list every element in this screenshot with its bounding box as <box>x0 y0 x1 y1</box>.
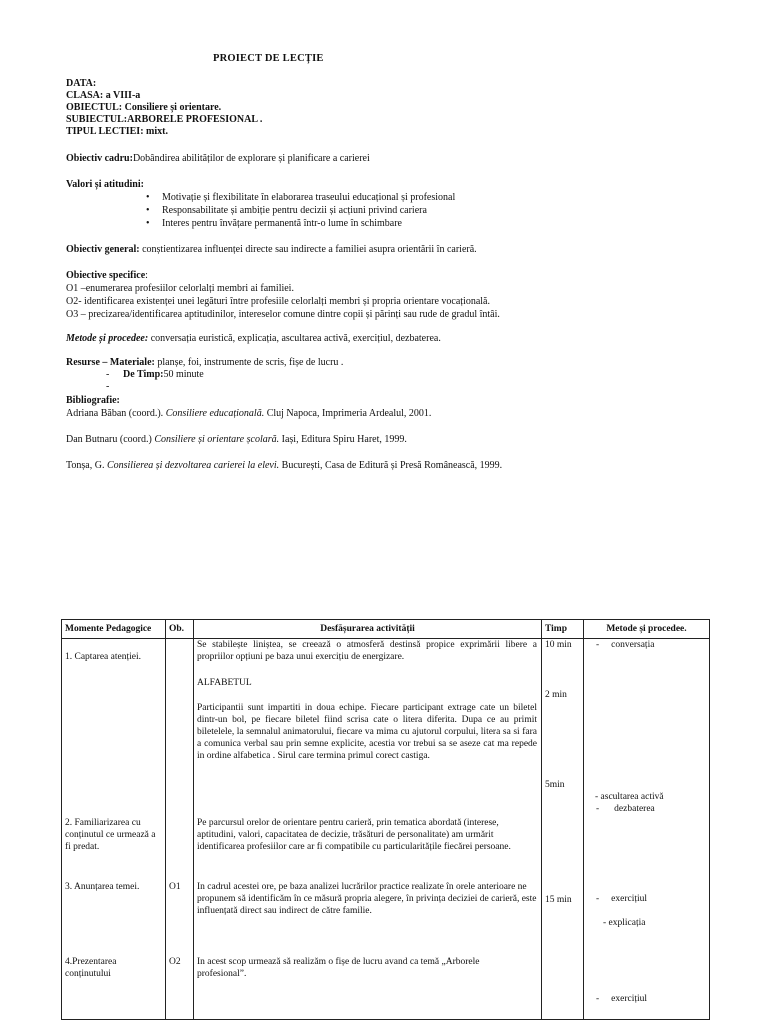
bib-publisher: București, Casa de Editură și Presă Românească, 1999. <box>279 460 503 471</box>
lesson-table <box>61 619 710 1020</box>
values-label: Valori și atitudini: <box>66 179 144 190</box>
time-value: 2 min <box>545 690 567 700</box>
bib-publisher: Cluj Napoca, Imprimeria Ardealul, 2001. <box>264 408 432 419</box>
list-item: • Responsabilitate și ambiție pentru decizii și acțiuni privind cariera <box>136 204 666 217</box>
time-value: 5min <box>545 780 565 790</box>
list-item: • Motivație și flexibilitate în elaborarea traseului educațional și profesional <box>136 191 666 204</box>
time-label: De Timp: <box>123 369 164 380</box>
resources-text: planșe, foi, instrumente de scris, fișe de lucru . <box>154 357 344 368</box>
time-cell <box>542 639 584 1020</box>
header-lesson-type: TIPUL LECTIEI: mixt. <box>66 126 168 137</box>
values-section <box>66 178 666 230</box>
objective-o2: O2- identificarea existenței unei legături între profesiile celorlalți membri și propria orientare vocațională. <box>66 296 490 307</box>
page-title: PROIECT DE LECȚIE <box>213 53 324 64</box>
bib-work: Consilierea și dezvoltarea carierei la elevi. <box>106 460 280 471</box>
activity-game-description: Participantii sunt impartiti in doua echipe. Fiecare participant extrage cate un biletel dintr-un bol, pe fiecare biletel fiind scrisa cate o litera diferita. Dupa ce au primit biletelele, la semnalul animatorului, fiecare va mima cu ajutorul corpului, litera sa si fara a comunica verbal sau prin semne explicite, acestia vor trebui sa se aseze cat ma repede in ordine alfabetica . Sirul care termina primul corect castiga. <box>197 703 537 761</box>
moment-4: 4.Prezentarea conținutului <box>65 957 117 979</box>
time-value: 10 min <box>545 640 572 650</box>
header-class: CLASA: a VIII-a <box>66 90 141 101</box>
col-header-objective: Ob. <box>166 620 194 639</box>
method-item: - explicația <box>603 918 646 928</box>
dash: - <box>596 804 600 814</box>
moment-2: 2. Familiarizarea cu conținutul ce urmează a fi predat. <box>65 818 156 852</box>
objective-cell <box>166 639 194 1020</box>
values-list <box>136 191 666 230</box>
dash: - <box>106 369 110 380</box>
activity-familiarization: Pe parcursul orelor de orientare pentru carieră, prin tematica abordată (interese, aptitudini, valori, capacitatea de decizie, trăsături de personalitate) am urmărit identificarea profesiilor care ar fi compatibile cu particularitățile fiecărei persoane. <box>197 818 511 852</box>
bibliography-entry <box>66 407 746 420</box>
moment-1: 1. Captarea atenției. <box>65 652 141 662</box>
col-header-methods: Metode și procedee. <box>584 620 710 639</box>
frame-objective-text: Dobândirea abilităților de explorare și planificare a carierei <box>132 153 370 164</box>
dash: - <box>596 894 600 904</box>
time-value: 15 min <box>545 895 572 905</box>
table-row <box>62 639 710 1020</box>
header-subject: OBIECTUL: Consiliere și orientare. <box>66 102 222 113</box>
bibliography <box>66 394 746 472</box>
method-item: - ascultarea activă <box>595 792 664 802</box>
header-topic: SUBIECTUL:ARBORELE PROFESIONAL . <box>66 114 263 125</box>
bibliography-entry <box>66 433 746 446</box>
activity-cell <box>194 639 542 1020</box>
methods-text: conversația euristică, explicația, ascultarea activă, exercițiul, dezbaterea. <box>148 333 441 344</box>
objective-o1: O1 <box>169 882 181 892</box>
methods-cell <box>584 639 710 1020</box>
dash: - <box>596 640 600 650</box>
col-header-moments: Momente Pedagogice <box>62 620 166 639</box>
col-header-activity: Desfășurarea activității <box>194 620 542 639</box>
bibliography-entry <box>66 459 746 472</box>
activity-announcement: In cadrul acestei ore, pe baza analizei lucrărilor practice realizate în orele anterioare ne propunem să identificăm în ce măsură propria alegere, în privința deciziei de carieră, este influențată direct sau indirect de către familie. <box>197 882 537 916</box>
dash: - <box>596 994 600 1004</box>
specific-objectives-label: Obiective specifice <box>66 270 146 281</box>
moment-3: 3. Anunțarea temei. <box>65 882 140 892</box>
bibliography-label: Bibliografie: <box>66 395 120 406</box>
general-objective-label: Obiectiv general: <box>66 244 140 255</box>
header-date: DATA: <box>66 78 97 89</box>
resources <box>66 357 726 393</box>
method-item: dezbaterea <box>614 804 655 814</box>
col-header-time: Timp <box>542 620 584 639</box>
moments-cell <box>62 639 166 1020</box>
bib-work: Consiliere educațională. <box>165 408 265 419</box>
specific-objectives <box>66 269 726 321</box>
objective-o1: O1 –enumerarea profesiilor celorlalți membri ai familiei. <box>66 283 294 294</box>
activity-game-title: ALFABETUL <box>197 678 252 688</box>
lesson-header <box>66 78 262 138</box>
methods-label: Metode și procedee: <box>66 333 149 344</box>
general-objective-text: conștientizarea influenței directe sau indirecte a familiei asupra orientării în carieră. <box>139 244 477 255</box>
bib-work: Consiliere și orientare școlară. <box>154 434 280 445</box>
frame-objective-label: Obiectiv cadru: <box>66 153 133 164</box>
bib-publisher: Iași, Editura Spiru Haret, 1999. <box>279 434 407 445</box>
bib-author: Tonșa, G. <box>66 460 107 471</box>
bib-author: Dan Butnaru (coord.) <box>66 434 155 445</box>
method-item: exercițiul <box>611 894 648 904</box>
activity-presentation: In acest scop urmează să realizăm o fișe de lucru avand ca temă „Arborele profesional”. <box>197 957 480 979</box>
time-value: 50 minute <box>163 369 204 380</box>
specific-objectives-colon: : <box>145 270 148 281</box>
method-item: conversația <box>611 640 655 650</box>
table-header-row <box>62 620 710 639</box>
general-objective <box>66 243 706 256</box>
resources-label: Resurse – Materiale: <box>66 357 155 368</box>
bib-author: Adriana Băban (coord.). <box>66 408 166 419</box>
objective-o2: O2 <box>169 957 181 967</box>
methods <box>66 332 726 345</box>
list-item: • Interes pentru învățare permanentă într-o lume în schimbare <box>136 217 666 230</box>
method-item: exercițiul <box>611 994 648 1004</box>
objective-o3: O3 – precizarea/identificarea aptitudinilor, intereselor comune dintre copii și părinți sau rude de gradul întâi. <box>66 309 500 320</box>
frame-objective <box>66 152 370 165</box>
dash: - <box>106 381 110 392</box>
activity-intro: Se stabilește liniștea, se creează o atmosferă destinsă propice exprimării libere a propriilor opțiuni pe baza unui exercițiu de energizare. <box>197 640 537 662</box>
